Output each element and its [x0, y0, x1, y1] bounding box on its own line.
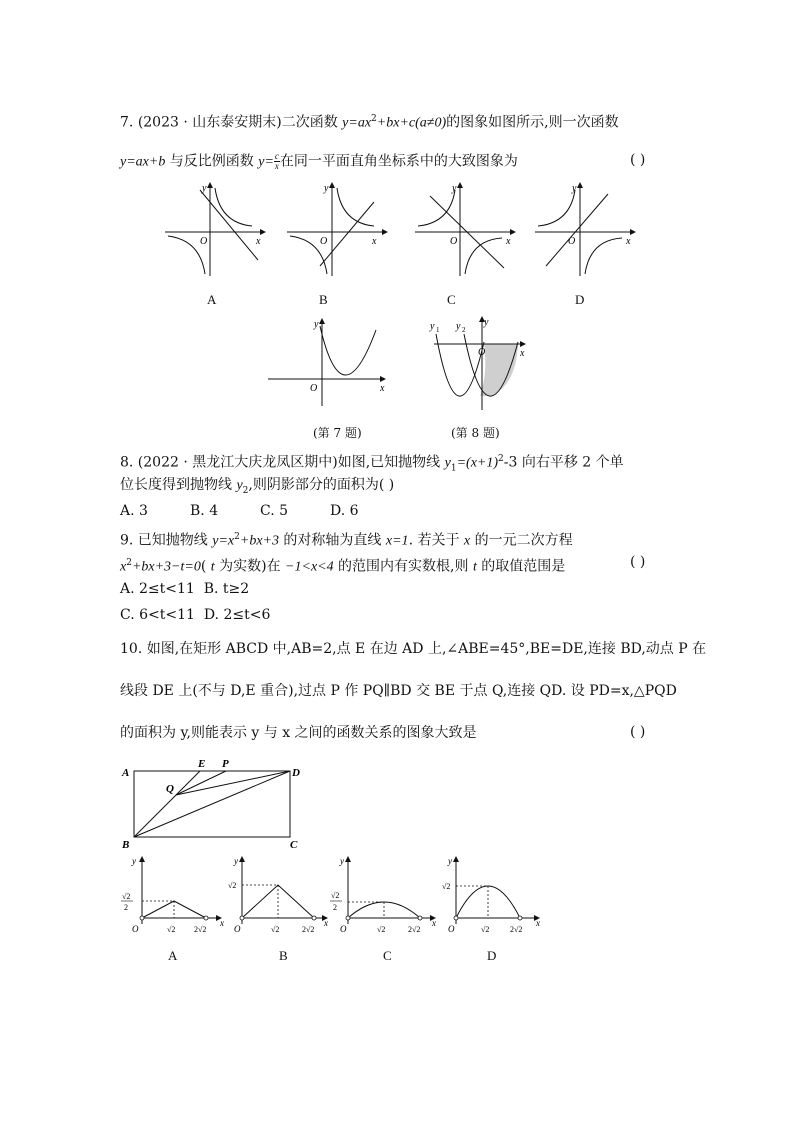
svg-text:2√2: 2√2 — [194, 925, 207, 934]
q10-label-d: D — [292, 767, 300, 779]
svg-text:√2: √2 — [122, 892, 131, 901]
svg-text:y: y — [314, 319, 319, 330]
q7-source: (2023 · 山东泰安期末) — [137, 114, 282, 131]
svg-text:y: y — [430, 321, 435, 332]
q7-graph-c — [410, 178, 520, 278]
svg-text:√2: √2 — [442, 882, 451, 891]
svg-text:x: x — [536, 918, 540, 928]
q10-label-a: A — [122, 767, 130, 779]
q10-option-d: D — [487, 948, 497, 963]
svg-text:2√2: 2√2 — [408, 925, 421, 934]
svg-text:x: x — [372, 236, 377, 247]
svg-text:y: y — [452, 183, 457, 194]
svg-text:x: x — [256, 236, 261, 247]
svg-text:y: y — [456, 321, 461, 332]
svg-text:x: x — [626, 236, 631, 247]
q8-option-a: A. 3 — [120, 503, 148, 519]
q10-label-e: E — [198, 758, 206, 770]
svg-text:x: x — [520, 348, 525, 359]
q7-number: 7. — [120, 114, 134, 131]
svg-text:√2: √2 — [331, 891, 340, 900]
svg-text:O: O — [320, 236, 328, 247]
q7-graph-b — [282, 178, 392, 278]
q9-line1: 9. 已知抛物线 $y=x^2+bx+3$ 的对称轴为直线 x=1. 若关于 x 的一元二次方程 — [120, 532, 573, 549]
svg-text:2: 2 — [124, 903, 128, 912]
q9-line2: $x^2+bx+3-t=0$( t 为实数)在 −1<x<4 的范围内有实数根,则 t 的取值范围是 — [120, 558, 566, 575]
svg-text:2√2: 2√2 — [510, 925, 523, 934]
svg-text:√2: √2 — [271, 925, 280, 934]
svg-text:2√2: 2√2 — [302, 925, 315, 934]
svg-text:1: 1 — [436, 326, 440, 334]
q10-graph-b — [222, 852, 342, 938]
q8-figure — [424, 314, 534, 414]
q7-option-d: D — [575, 292, 585, 307]
svg-text:y: y — [202, 183, 207, 194]
q9-answer-paren: ( ) — [630, 554, 646, 570]
svg-text:y: y — [234, 856, 238, 866]
q10-line1: 10. 如图,在矩形 ABCD 中,AB=2,点 E 在边 AD 上,∠ABE=45°,BE=DE,连接 BD,动点 P 在 — [120, 641, 707, 657]
q10-line3: 的面积为 y,则能表示 y 与 x 之间的函数关系的图象大致是 — [120, 725, 477, 741]
svg-text:O: O — [234, 924, 241, 934]
q10-graph-c — [326, 852, 446, 938]
svg-text:O: O — [448, 924, 455, 934]
svg-text:x: x — [380, 383, 385, 394]
q10-label-b: B — [122, 839, 130, 851]
svg-text:√2: √2 — [228, 881, 237, 890]
q9-option-d: D. 2≤t<6 — [203, 607, 271, 623]
q8-options — [120, 502, 359, 520]
svg-text:y: y — [340, 856, 344, 866]
svg-text:√2: √2 — [167, 925, 176, 934]
q8-line2: 位长度得到抛物线 $y_2$,则阴影部分的面积为( ) — [120, 477, 395, 496]
svg-text:O: O — [568, 236, 576, 247]
svg-text:x: x — [432, 918, 436, 928]
svg-text:2: 2 — [462, 326, 466, 334]
svg-text:x: x — [506, 236, 511, 247]
svg-text:x: x — [324, 918, 328, 928]
q7-graph-a — [160, 178, 270, 278]
q8-caption: (第 8 题) — [451, 426, 500, 440]
q10-rectangle-figure — [118, 756, 318, 852]
q7-option-c: C — [447, 292, 456, 307]
svg-text:x: x — [220, 918, 224, 928]
q10-option-a: A — [168, 948, 178, 963]
q10-label-c: C — [290, 839, 298, 851]
q7-parabola-figure — [264, 314, 394, 409]
q7-graph-d — [530, 178, 640, 278]
svg-text:O: O — [450, 236, 458, 247]
q9-option-a: A. 2≤t<11 — [120, 581, 195, 597]
q10-option-c: C — [383, 948, 392, 963]
svg-text:√2: √2 — [377, 925, 386, 934]
q8-option-d: D. 6 — [330, 503, 359, 519]
svg-text:O: O — [310, 383, 318, 394]
q7-option-a: A — [207, 292, 217, 307]
svg-text:2: 2 — [333, 903, 337, 912]
q9-options-row1 — [120, 580, 249, 598]
q10-line2: 线段 DE 上(不与 D,E 重合),过点 P 作 PQ∥BD 交 BE 于点 Q,连接 QD. 设 PD=x,△PQD — [120, 683, 677, 699]
q10-option-b: B — [279, 948, 288, 963]
q10-answer-paren: ( ) — [630, 724, 646, 740]
svg-text:O: O — [478, 347, 486, 358]
q7-caption: (第 7 题) — [313, 426, 362, 440]
q7-fraction: $\frac{c}{x}$ — [274, 151, 279, 171]
q10-label-p: P — [222, 758, 229, 770]
q8-option-c: C. 5 — [260, 503, 289, 519]
q9-option-c: C. 6<t<11 — [120, 607, 195, 623]
q7-line2: y=ax+b 与反比例函数 y= $\frac{c}{x}$ 在同一平面直角坐标系中的大致图象为 — [120, 151, 518, 171]
svg-text:y: y — [484, 317, 489, 328]
svg-text:y: y — [448, 856, 452, 866]
q9-options-row2 — [120, 606, 270, 624]
q7-option-b: B — [319, 292, 328, 307]
q7-line1: 7. (2023 · 山东泰安期末)二次函数 $y=ax^2+bx+c(a\ne 0)$的图象如图所示,则一次函数 — [120, 114, 619, 131]
q7-answer-paren: ( ) — [630, 152, 646, 168]
q8-option-b: B. 4 — [190, 503, 219, 519]
q10-graph-d — [436, 852, 556, 938]
svg-text:y: y — [132, 856, 136, 866]
q8-line1: 8. (2022 · 黑龙江大庆龙凤区期中)如图,已知抛物线 $y_1=(x+1)^2-3$ 向右平移 2 个单 — [120, 454, 624, 474]
q10-graph-a — [112, 852, 232, 938]
svg-text:O: O — [132, 924, 139, 934]
svg-text:y: y — [324, 183, 329, 194]
q9-option-b: B. t≥2 — [203, 581, 250, 597]
q10-label-q: Q — [166, 783, 174, 795]
svg-text:y: y — [572, 183, 577, 194]
svg-text:O: O — [200, 236, 208, 247]
svg-text:O: O — [340, 924, 347, 934]
svg-text:√2: √2 — [481, 925, 490, 934]
